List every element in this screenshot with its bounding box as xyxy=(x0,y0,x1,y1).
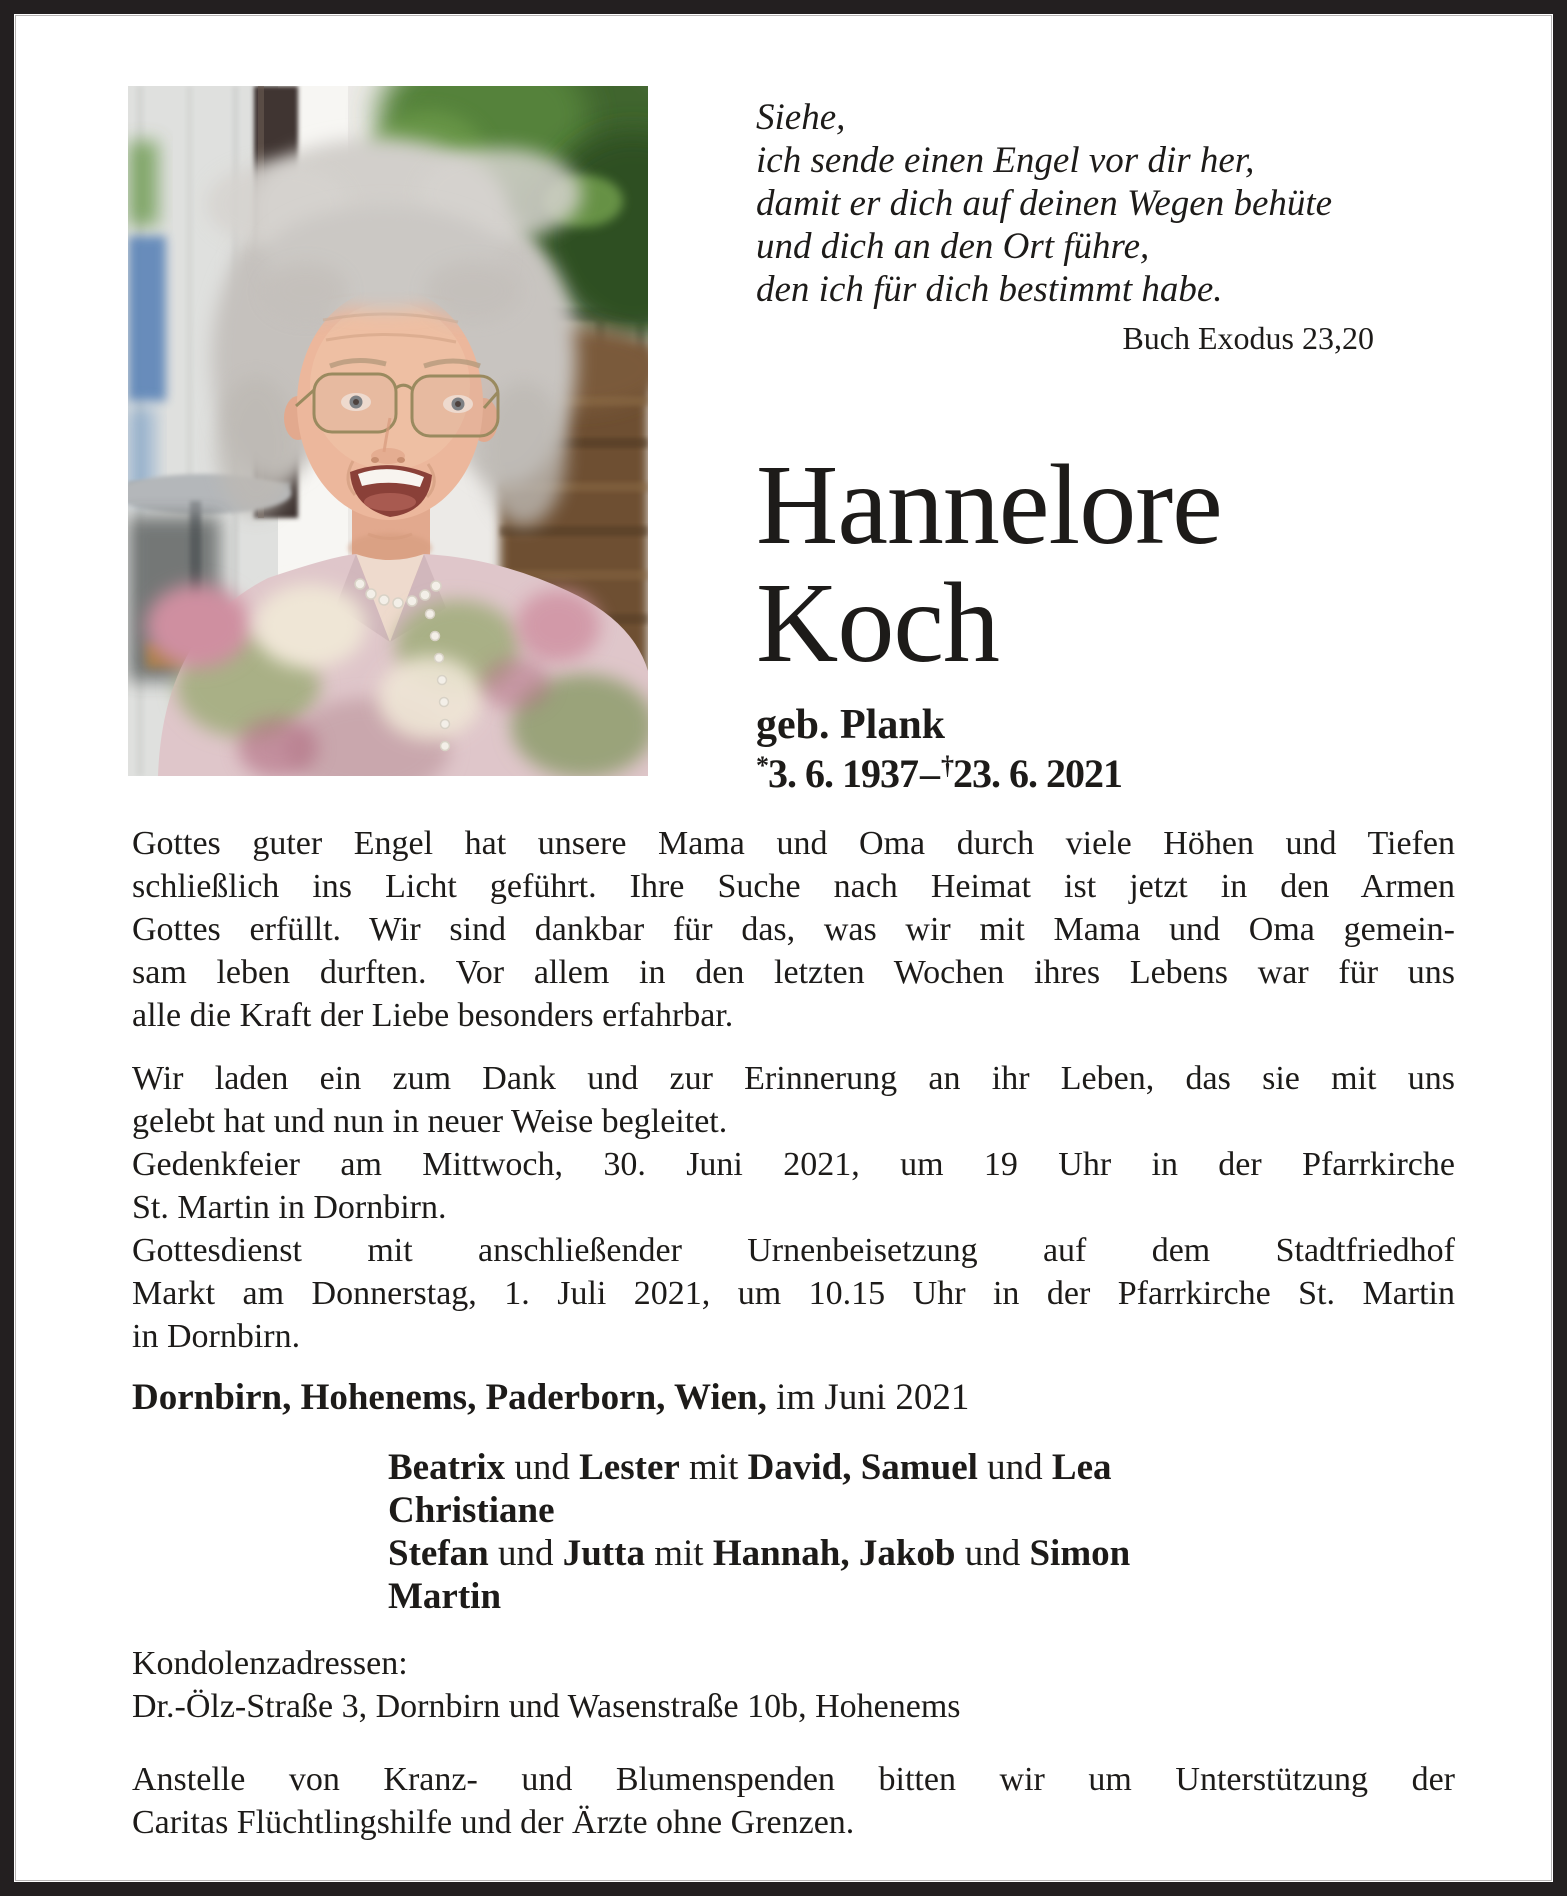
condolence-address: Dr.-Ölz-Straße 3, Dornbirn und Wasenstraße 10b, Hohenems xyxy=(132,1688,961,1725)
text-line: in Dornbirn. xyxy=(132,1318,301,1355)
family-name: Beatrix xyxy=(388,1447,506,1488)
text-line: gelebt hat und nun in neuer Weise begleitet. xyxy=(132,1103,728,1140)
family-connector: und xyxy=(977,1447,1052,1488)
cities-date: im Juni 2021 xyxy=(766,1377,970,1418)
text-line: Wir laden ein zum Dank und zur Erinnerung an ihr Leben, das sie mit uns xyxy=(132,1060,1455,1097)
text-line: Markt am Donnerstag, 1. Juli 2021, um 10.15 Uhr in der Pfarrkirche St. Martin xyxy=(132,1275,1455,1312)
text-line: Gedenkfeier am Mittwoch, 30. Juni 2021, um 19 Uhr in der Pfarrkirche xyxy=(132,1146,1455,1183)
header-column xyxy=(756,96,1406,803)
portrait-photo xyxy=(128,86,648,776)
life-dates xyxy=(756,750,1406,803)
family-name: Martin xyxy=(388,1576,502,1617)
condolence-block xyxy=(132,1642,1455,1728)
condolence-label: Kondolenzadressen: xyxy=(132,1645,408,1682)
text-line: Anstelle von Kranz- und Blumenspenden bitten wir um Unterstützung der xyxy=(132,1761,1455,1798)
family-name: Hannah, Jakob xyxy=(712,1533,956,1574)
quote-line: und dich an den Ort führe, xyxy=(756,226,1150,267)
family-line xyxy=(388,1575,1455,1618)
quote-line: Siehe, xyxy=(756,97,846,138)
text-line: schließlich ins Licht geführt. Ihre Suche nach Heimat ist jetzt in den Armen xyxy=(132,868,1455,905)
text-line: St. Martin in Dornbirn. xyxy=(132,1189,447,1226)
family-connector: mit xyxy=(679,1447,748,1488)
family-name: David, Samuel xyxy=(747,1447,978,1488)
date-dash: – xyxy=(920,751,939,796)
family-name: Simon xyxy=(1029,1533,1131,1574)
family-connector: und xyxy=(955,1533,1030,1574)
text-line: Caritas Flüchtlingshilfe und der Ärzte ohne Grenzen. xyxy=(132,1804,855,1841)
text-line: alle die Kraft der Liebe besonders erfahrbar. xyxy=(132,997,734,1034)
quote-attribution: Buch Exodus 23,20 xyxy=(1122,320,1374,356)
quote-line: damit er dich auf deinen Wegen behüte xyxy=(756,183,1333,224)
family-connector: und xyxy=(488,1533,563,1574)
obituary-text xyxy=(132,822,1455,1844)
family-line xyxy=(388,1532,1455,1575)
family-connector: mit xyxy=(644,1533,713,1574)
maiden-name: geb. Plank xyxy=(756,702,946,748)
text-line: Gottesdienst mit anschließender Urnenbeisetzung auf dem Stadtfriedhof xyxy=(132,1232,1455,1269)
donation-paragraph xyxy=(132,1758,1455,1844)
quote-line: den ich für dich bestimmt habe. xyxy=(756,269,1223,310)
birth-symbol: * xyxy=(756,751,768,780)
family-line xyxy=(388,1489,1455,1532)
obituary-paragraph-2 xyxy=(132,1057,1455,1358)
cities-line xyxy=(132,1375,1455,1421)
deceased-name xyxy=(756,441,1406,686)
text-line: Gottes erfüllt. Wir sind dankbar für das, was wir mit Mama und Oma gemein- xyxy=(132,911,1455,948)
bible-quote xyxy=(756,96,1406,311)
family-connector: und xyxy=(505,1447,580,1488)
family-name: Jutta xyxy=(562,1533,645,1574)
obituary-paragraph-1 xyxy=(132,822,1455,1037)
family-list xyxy=(132,1446,1455,1618)
family-name: Lea xyxy=(1051,1447,1112,1488)
family-name: Stefan xyxy=(388,1533,489,1574)
family-name: Lester xyxy=(579,1447,680,1488)
last-name: Koch xyxy=(756,559,999,686)
family-line xyxy=(388,1446,1455,1489)
birth-date: 3. 6. 1937 xyxy=(768,751,918,796)
first-name: Hannelore xyxy=(756,441,1222,568)
text-line: sam leben durften. Vor allem in den letzten Wochen ihres Lebens war für uns xyxy=(132,954,1455,991)
family-name: Christiane xyxy=(388,1490,555,1531)
quote-line: ich sende einen Engel vor dir her, xyxy=(756,140,1255,181)
death-symbol: † xyxy=(941,751,953,780)
text-line: Gottes guter Engel hat unsere Mama und Oma durch viele Höhen und Tiefen xyxy=(132,825,1455,862)
cities-bold: Dornbirn, Hohenems, Paderborn, Wien, xyxy=(132,1377,767,1418)
death-date: 23. 6. 2021 xyxy=(953,751,1122,796)
